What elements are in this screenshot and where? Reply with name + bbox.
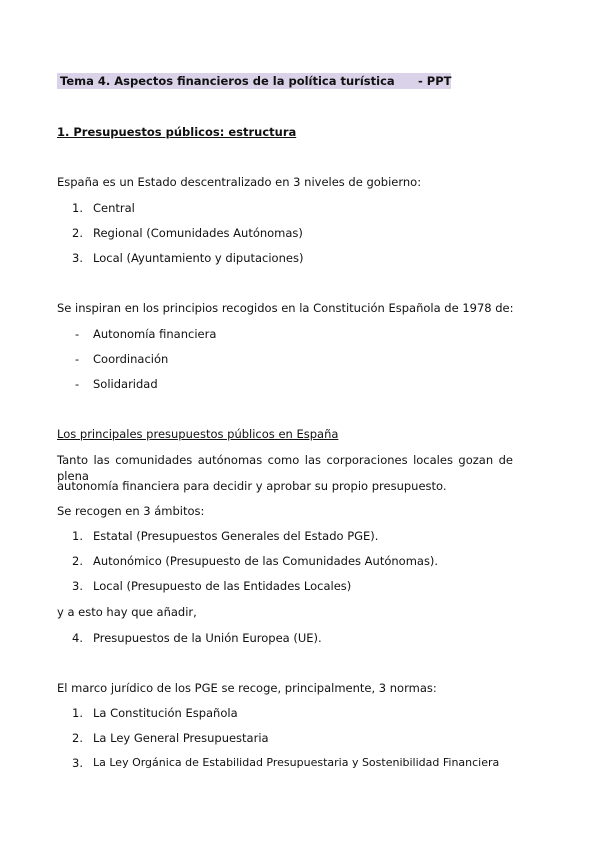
paragraph-line: Tanto las comunidades autónomas como las corporaciones locales gozan de plena	[57, 453, 513, 483]
paragraph: El marco jurídico de los PGE se recoge, principalmente, 3 normas:	[57, 681, 437, 695]
list-number: 2.	[72, 226, 83, 240]
section-title: 1. Presupuestos públicos: estructura	[57, 125, 297, 139]
list-number: 3.	[72, 579, 83, 593]
list-text: Solidaridad	[93, 377, 158, 391]
list-text: Local (Presupuesto de las Entidades Locales)	[93, 579, 352, 593]
paragraph-line: autonomía financiera para decidir y aprobar su propio presupuesto.	[57, 479, 447, 493]
list-bullet: -	[75, 327, 80, 341]
list-text: Autonómico (Presupuesto de las Comunidades Autónomas).	[93, 554, 439, 568]
list-text: Presupuestos de la Unión Europea (UE).	[93, 631, 322, 645]
document-title: Tema 4. Aspectos financieros de la política turística	[60, 74, 395, 88]
list-text: La Constitución Española	[93, 706, 238, 720]
list-text: Central	[93, 201, 135, 215]
list-number: 1.	[72, 706, 83, 720]
subsection-title: Los principales presupuestos públicos en España	[57, 427, 339, 441]
list-number: 1.	[72, 201, 83, 215]
list-text: Local (Ayuntamiento y diputaciones)	[93, 251, 304, 265]
list-text: Estatal (Presupuestos Generales del Estado PGE).	[93, 529, 379, 543]
document-tag: - PPT	[418, 74, 452, 88]
list-text: La Ley General Presupuestaria	[93, 731, 269, 745]
list-number: 4.	[72, 631, 83, 645]
list-number: 2.	[72, 554, 83, 568]
list-text: La Ley Orgánica de Estabilidad Presupuestaria y Sostenibilidad Financiera	[93, 756, 500, 769]
list-bullet: -	[75, 377, 80, 391]
list-text: Autonomía financiera	[93, 327, 217, 341]
paragraph: España es un Estado descentralizado en 3 niveles de gobierno:	[57, 175, 422, 189]
list-text: Coordinación	[93, 352, 169, 366]
list-number: 3.	[72, 756, 83, 770]
list-number: 2.	[72, 731, 83, 745]
paragraph: Se recogen en 3 ámbitos:	[57, 504, 205, 518]
paragraph: y a esto hay que añadir,	[57, 605, 197, 619]
paragraph: Se inspiran en los principios recogidos en la Constitución Española de 1978 de:	[57, 301, 514, 315]
list-number: 1.	[72, 529, 83, 543]
list-text: Regional (Comunidades Autónomas)	[93, 226, 303, 240]
list-number: 3.	[72, 251, 83, 265]
list-bullet: -	[75, 352, 80, 366]
